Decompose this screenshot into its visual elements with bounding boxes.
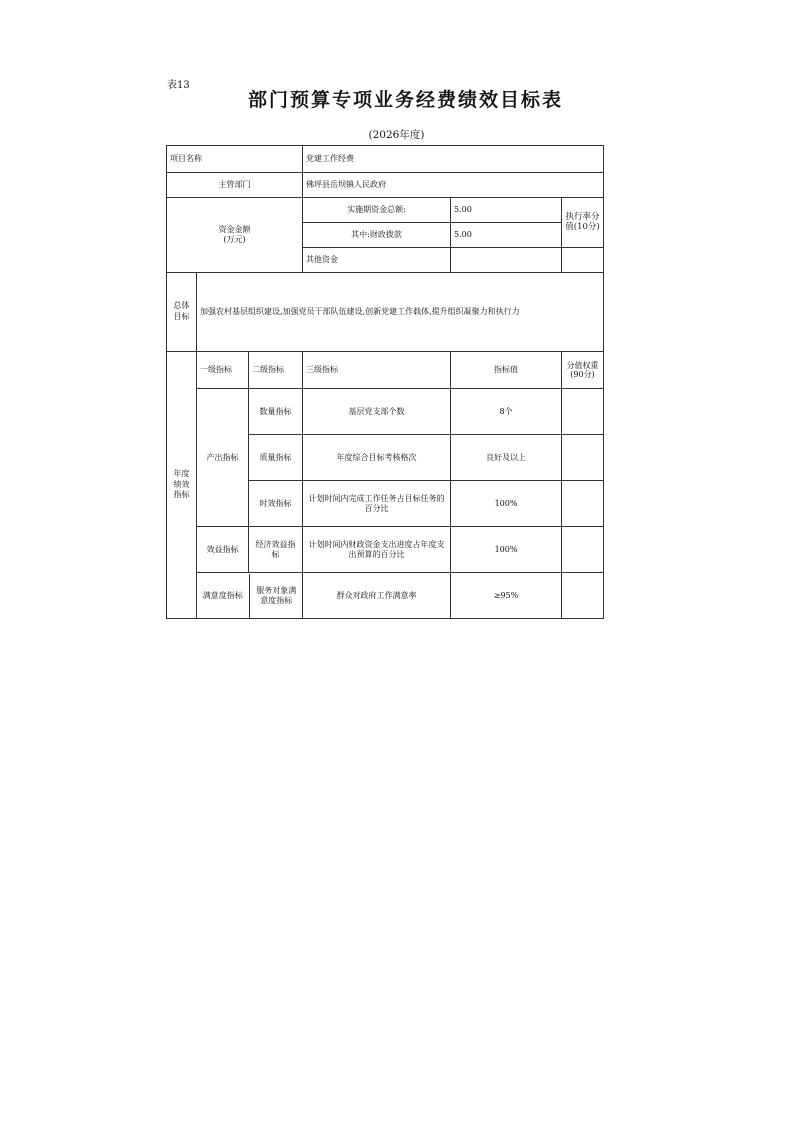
- weight-cell: [562, 435, 604, 481]
- fiscal-year: (2026年度): [368, 129, 425, 141]
- level2-cell: 时效指标: [249, 481, 303, 527]
- indicator-row: [167, 573, 604, 619]
- department-value: 佛坪县岳坝镇人民政府: [303, 173, 604, 198]
- level3-cell: 群众对政府工作满意率: [303, 573, 451, 619]
- weight-cell: [562, 389, 604, 435]
- weight-cell: [562, 573, 604, 619]
- annual-indicators-label: 年度 绩效 指标: [167, 352, 197, 619]
- level3-cell: 年度综合目标考核格次: [303, 435, 451, 481]
- header-level1: 一级指标: [197, 352, 249, 389]
- indicator-header-row: [167, 352, 604, 389]
- indicator-value-cell: ≥95%: [451, 573, 562, 619]
- indicator-value-cell: 8个: [451, 389, 562, 435]
- indicator-value-cell: 100%: [451, 527, 562, 573]
- fiscal-allocation-value: 5.00: [451, 223, 562, 248]
- satisfaction-row-cells: [197, 573, 303, 619]
- satisfaction-subtable: [197, 574, 303, 618]
- table-number: 表13: [167, 80, 190, 91]
- other-funds-label: 其他资金: [303, 248, 451, 273]
- overall-goal-label: 总体 目标: [167, 273, 197, 352]
- project-name-label: 项目名称: [167, 146, 303, 173]
- project-name-value: 党建工作经费: [303, 146, 604, 173]
- output-indicator-label: 产出指标: [197, 389, 249, 527]
- other-funds-value: [451, 248, 562, 273]
- level2-cell: 数量指标: [249, 389, 303, 435]
- header-indicator-value: 指标值: [451, 352, 562, 389]
- department-row: [167, 173, 604, 198]
- overall-goal-text: 加强农村基层组织建设,加强党员干部队伍建设,创新党建工作载体,提升组织凝聚力和执行力: [197, 273, 604, 352]
- indicator-row: [167, 527, 604, 573]
- level2-cell: 质量指标: [249, 435, 303, 481]
- funding-total-row: [167, 198, 604, 223]
- level3-cell: 计划时间内财政资金支出进度占年度支出预算的百分比: [303, 527, 451, 573]
- indicator-value-cell: 100%: [451, 481, 562, 527]
- performance-target-table: [166, 145, 604, 619]
- level2-cell: 经济效益指标: [249, 527, 303, 573]
- header-level3: 三级指标: [303, 352, 451, 389]
- level2-cell: 服务对象满意度指标: [256, 585, 297, 605]
- benefit-indicator-label: 效益指标: [197, 527, 249, 573]
- weight-cell: [562, 527, 604, 573]
- overall-goal-row: [167, 273, 604, 352]
- level3-cell: 基层党支部个数: [303, 389, 451, 435]
- funding-total-label: 实施期资金总额:: [303, 198, 451, 223]
- indicator-value-cell: 良好及以上: [451, 435, 562, 481]
- execution-rate-value: [562, 248, 604, 273]
- document-title: 部门预算专项业务经费绩效目标表: [247, 89, 563, 111]
- weight-cell: [562, 481, 604, 527]
- execution-rate-label: 执行率分值(10分): [562, 198, 604, 248]
- header-level2: 二级指标: [249, 352, 303, 389]
- department-label: 主管部门: [167, 173, 303, 198]
- project-name-row: [167, 146, 604, 173]
- funding-total-value: 5.00: [451, 198, 562, 223]
- header-weight: 分值权重 (90分): [562, 352, 604, 389]
- level3-cell: 计划时间内完成工作任务占目标任务的百分比: [303, 481, 451, 527]
- fiscal-allocation-label: 其中:财政拨款: [303, 223, 451, 248]
- satisfaction-indicator-label: 满意度指标: [197, 574, 249, 618]
- indicator-row: [167, 389, 604, 435]
- funding-amount-label: 资金金额 (万元): [167, 198, 303, 273]
